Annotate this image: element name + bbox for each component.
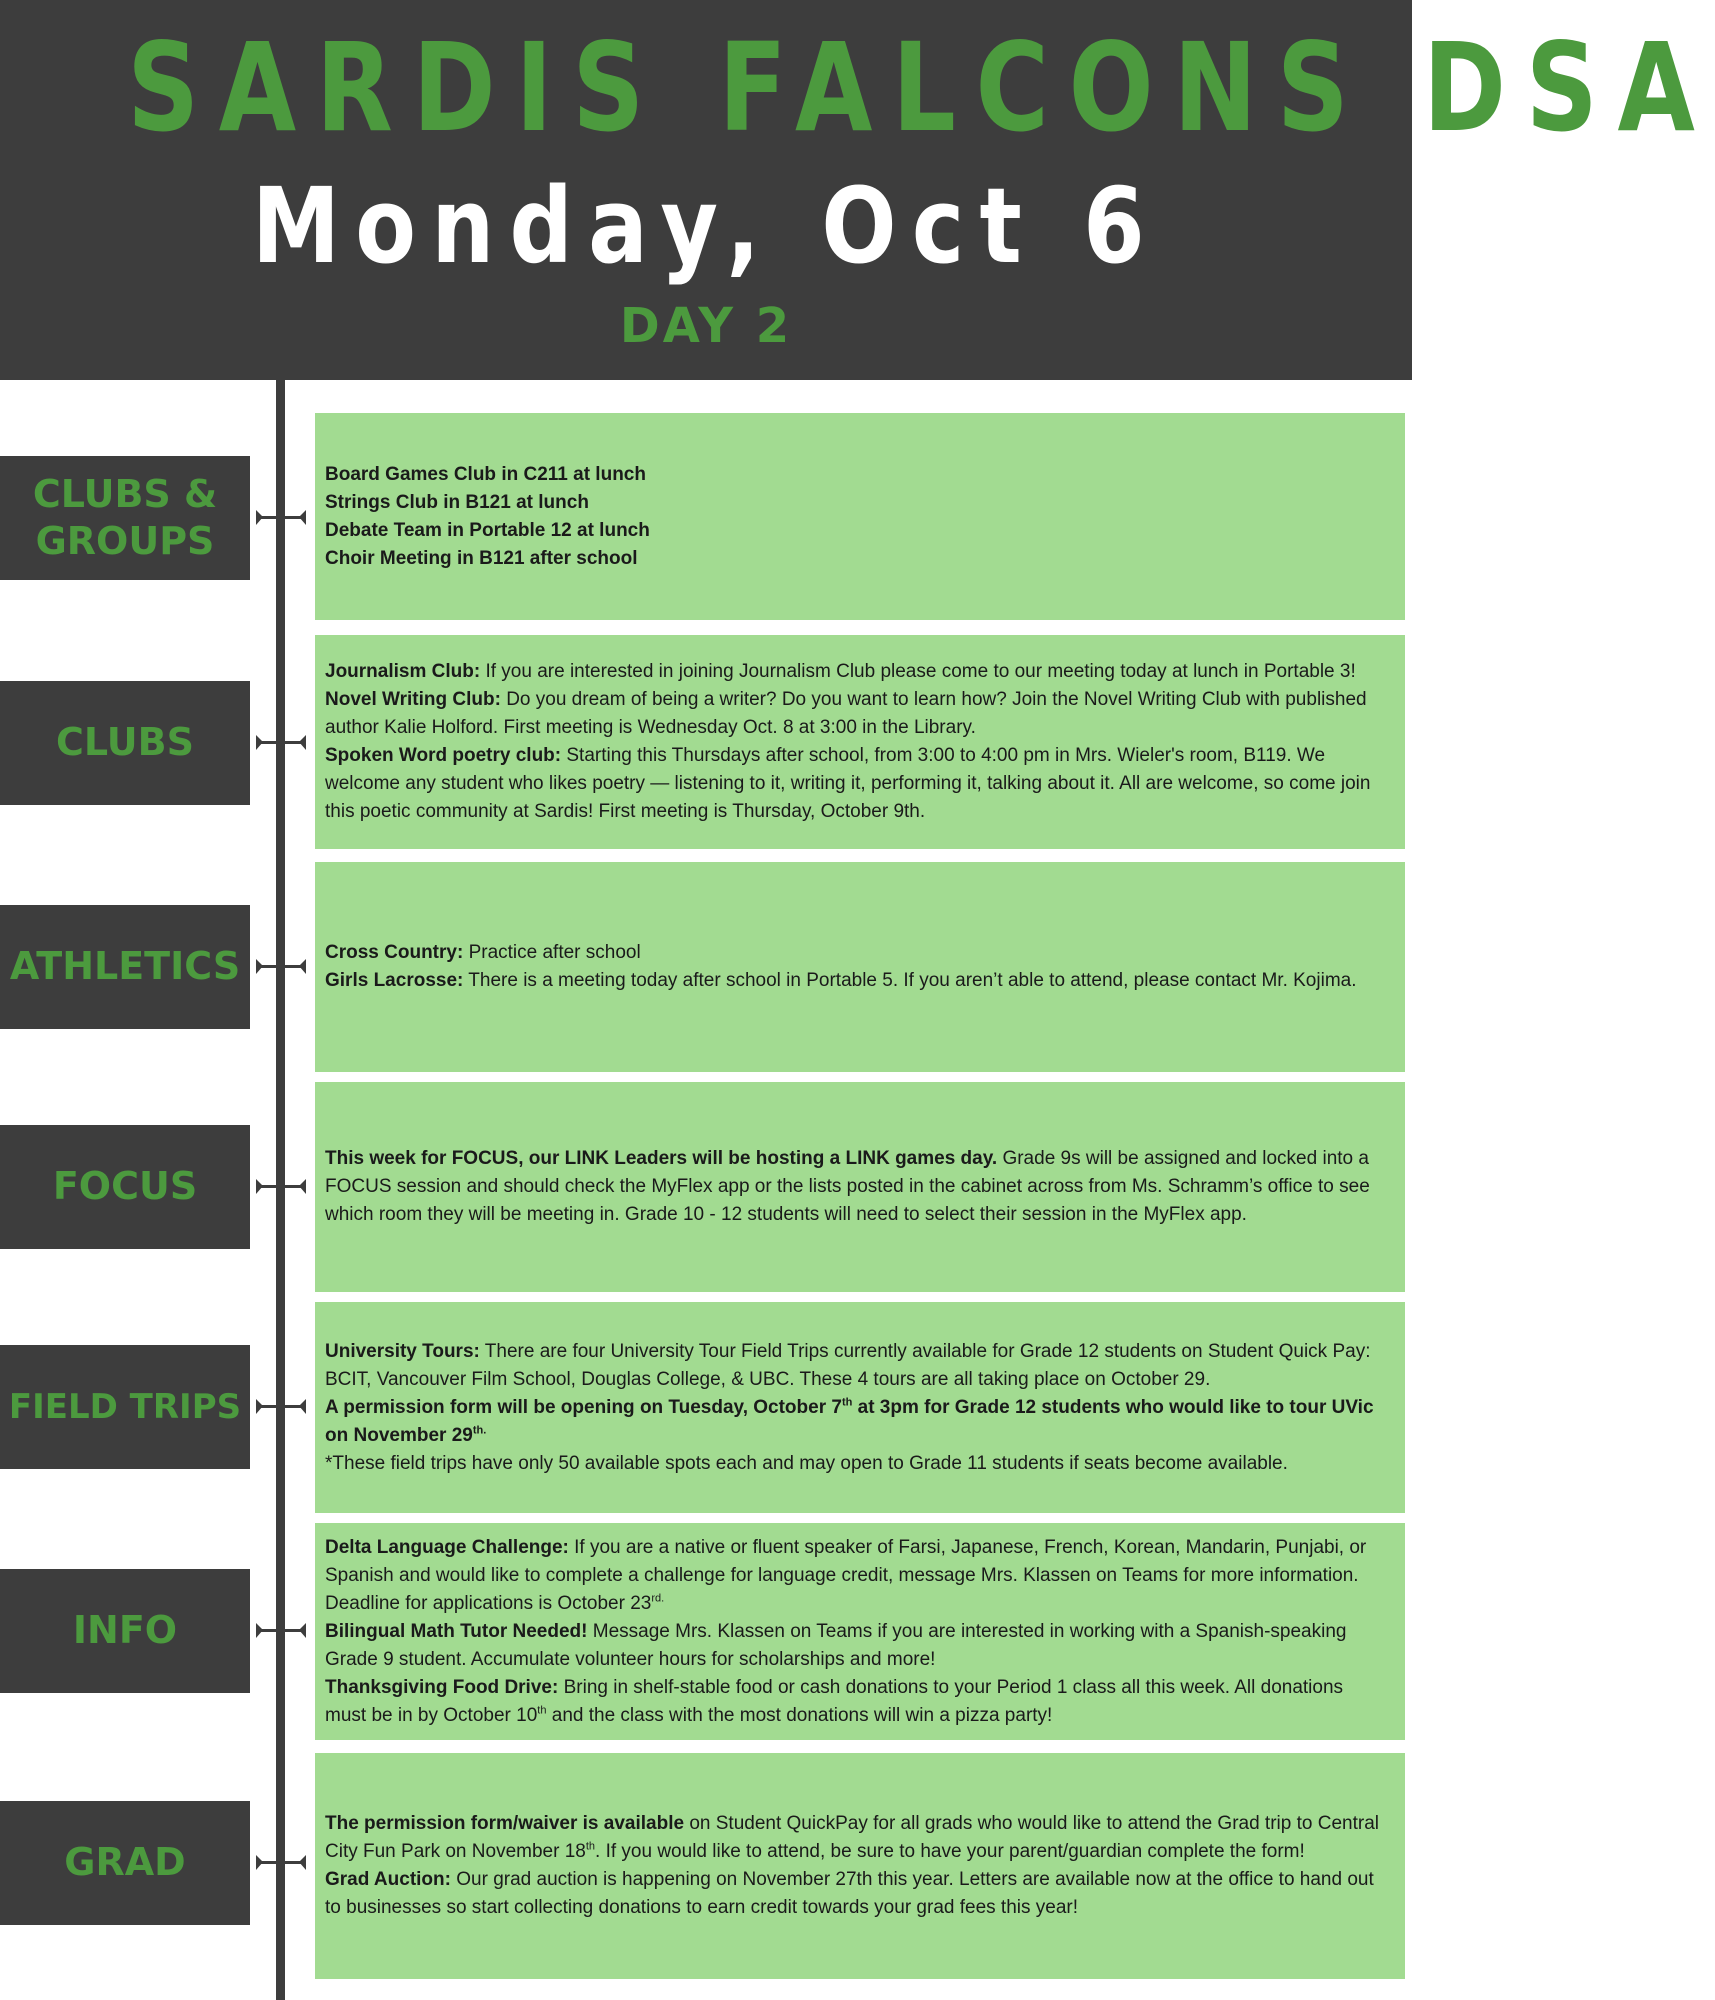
timeline-connector: [258, 1629, 304, 1632]
item-title: Grad Auction:: [325, 1869, 451, 1890]
item-text: to businesses so start collecting donations to earn credit towards your grad fees this year!: [325, 1897, 1079, 1918]
grad-permission-item: [325, 1810, 1395, 1838]
item-text: There are four University Tour Field Trips currently available for Grade 12 students on Student Quick Pay:: [479, 1340, 1371, 1362]
university-tours-item: [325, 1338, 1395, 1366]
item-text: Message Mrs. Klassen on Teams if you are interested in working with a Spanish-speaking: [587, 1620, 1347, 1642]
section-label-field-trips: FIELD TRIPS: [0, 1345, 250, 1469]
timeline-connector: [258, 741, 304, 744]
section-label-athletics: ATHLETICS: [0, 905, 250, 1029]
item-text: which room they will be meeting in. Grade 10 - 12 students will need to select their session in the MyFlex app.: [325, 1204, 1247, 1225]
item-text: A permission form will be opening on Tuesday, October 7: [325, 1396, 842, 1418]
superscript: th: [537, 1704, 547, 1717]
grad-auction-item: [325, 1866, 1395, 1894]
item-text: on Student QuickPay for all grads who would like to attend the Grad trip to Central: [684, 1813, 1379, 1834]
item-text: author Kalie Holford. First meeting is Wednesday Oct. 8 at 3:00 in the Library.: [325, 717, 976, 738]
item-title: The permission form/waiver is available: [325, 1813, 685, 1834]
superscript: th: [585, 1840, 596, 1853]
timeline-connector: [258, 1405, 304, 1408]
timeline-connector: [258, 1861, 304, 1864]
grad-card: [315, 1753, 1405, 1979]
timeline-connector: [258, 1185, 304, 1188]
item-text: must be in by October 10: [325, 1704, 538, 1726]
food-drive-item: [325, 1674, 1395, 1702]
cross-country-item: [325, 939, 1395, 967]
item-text: There is a meeting today after school in Portable 5. If you aren’t able to attend, please contact Mr. Kojima.: [463, 970, 1357, 991]
girls-lacrosse-item: [325, 967, 1395, 995]
superscript: th.: [472, 1424, 487, 1437]
superscript: rd.: [651, 1592, 665, 1605]
spoken-word-item: [325, 742, 1395, 770]
header-banner: [0, 0, 1715, 380]
item-text: Do you dream of being a writer? Do you want to learn how? Join the Novel Writing Club with published: [500, 689, 1367, 710]
novel-club-item: [325, 686, 1395, 714]
field-trips-note: *These field trips have only 50 available spots each and may open to Grade 11 students if seats become available.: [325, 1452, 1288, 1474]
list-item: Board Games Club in C211 at lunch: [325, 463, 646, 485]
item-text: If you are interested in joining Journalism Club please come to our meeting today at lunch in Portable 3!: [480, 661, 1356, 682]
section-label-focus: FOCUS: [0, 1125, 250, 1249]
item-text: at 3pm for Grade 12 students who would like to tour UVic: [852, 1396, 1374, 1418]
list-item: Debate Team in Portable 12 at lunch: [325, 519, 650, 541]
clubs-groups-card: [315, 413, 1405, 620]
superscript: th: [841, 1396, 853, 1409]
info-card: [315, 1523, 1405, 1740]
item-text: FOCUS session and should check the MyFlex app or the lists posted in the cabinet across from Ms. Schramm’s office to see: [325, 1176, 1370, 1197]
item-title: Journalism Club:: [325, 661, 481, 682]
item-title: University Tours:: [325, 1340, 480, 1362]
timeline-connector: [258, 516, 304, 519]
item-title: Spoken Word poetry club:: [325, 745, 562, 766]
item-title: Novel Writing Club:: [325, 689, 501, 710]
item-title: Bilingual Math Tutor Needed!: [325, 1620, 588, 1642]
item-text: Bring in shelf-stable food or cash donations to your Period 1 class all this week. All donations: [558, 1676, 1344, 1698]
permission-form-item: [325, 1394, 1395, 1422]
delta-language-item: [325, 1534, 1395, 1562]
list-item: Choir Meeting in B121 after school: [325, 547, 638, 569]
focus-card: [315, 1082, 1405, 1292]
item-text: Our grad auction is happening on November 27th this year. Letters are available now at the office to hand out: [450, 1869, 1374, 1890]
page-title: SARDIS FALCONS DSA: [127, 17, 1715, 159]
timeline-connector: [258, 965, 304, 968]
item-text: and the class with the most donations will win a pizza party!: [546, 1704, 1053, 1726]
item-text: Practice after school: [463, 942, 641, 963]
item-text: on November 29: [325, 1424, 473, 1446]
item-text: this poetic community at Sardis! First meeting is Thursday, October 9th.: [325, 801, 926, 822]
food-drive-deadline: [325, 1702, 1395, 1730]
item-text: Grade 9 student. Accumulate volunteer hours for scholarships and more!: [325, 1648, 936, 1670]
section-label-grad: GRAD: [0, 1801, 250, 1925]
clubs-card: [315, 635, 1405, 849]
item-text: Spanish and would like to complete a challenge for language credit, message Mrs. Klassen on Teams for more information.: [325, 1564, 1359, 1586]
item-text: . If you would like to attend, be sure to have your parent/guardian complete the form!: [595, 1841, 1305, 1862]
section-label-clubs-groups: CLUBS & GROUPS: [0, 456, 250, 580]
athletics-card: [315, 862, 1405, 1072]
math-tutor-item: [325, 1618, 1395, 1646]
item-text: City Fun Park on November 18: [325, 1841, 586, 1862]
deadline-item: [325, 1590, 1395, 1618]
item-text: Grade 9s will be assigned and locked into a: [997, 1148, 1369, 1169]
item-text: Starting this Thursdays after school, from 3:00 to 4:00 pm in Mrs. Wieler's room, B119. We: [561, 745, 1326, 766]
field-trips-card: [315, 1302, 1405, 1513]
list-item: Strings Club in B121 at lunch: [325, 491, 589, 513]
day-label: DAY 2: [619, 298, 793, 354]
permission-form-item: [325, 1422, 1395, 1450]
item-title: Cross Country:: [325, 942, 464, 963]
item-title: Thanksgiving Food Drive:: [325, 1676, 559, 1698]
item-text: Deadline for applications is October 23: [325, 1592, 652, 1614]
item-title: This week for FOCUS, our LINK Leaders will be hosting a LINK games day.: [325, 1148, 998, 1169]
section-label-clubs: CLUBS: [0, 681, 250, 805]
item-title: Girls Lacrosse:: [325, 970, 464, 991]
grad-permission-detail: [325, 1838, 1395, 1866]
item-text: welcome any student who likes poetry — listening to it, writing it, performing it, talking about it. All are welcome, so come join: [325, 773, 1371, 794]
item-text: If you are a native or fluent speaker of Farsi, Japanese, French, Korean, Mandarin, Punjabi, or: [568, 1536, 1367, 1558]
focus-item: [325, 1145, 1395, 1173]
date-heading: Monday, Oct 6: [252, 165, 1160, 287]
journalism-club-item: [325, 658, 1395, 686]
section-label-info: INFO: [0, 1569, 250, 1693]
item-title: Delta Language Challenge:: [325, 1536, 569, 1558]
item-text: BCIT, Vancouver Film School, Douglas College, & UBC. These 4 tours are all taking place on October 29.: [325, 1368, 1211, 1390]
timeline-line: [276, 380, 285, 2000]
